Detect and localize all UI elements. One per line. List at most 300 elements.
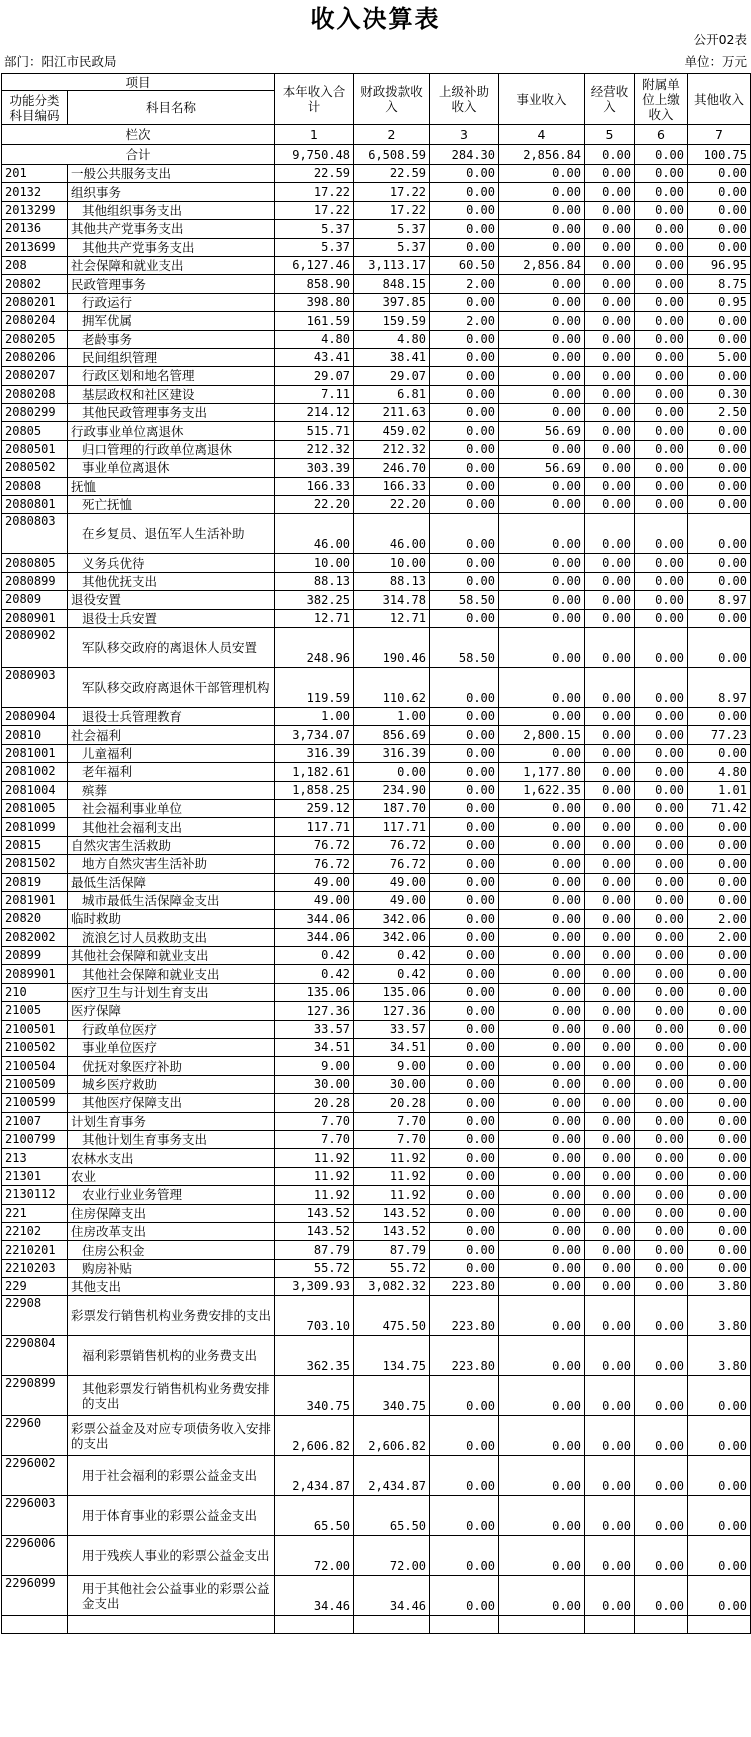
amount-cell: 0.00: [585, 855, 635, 873]
function-code: 213: [2, 1149, 68, 1167]
amount-cell: 0.00: [635, 572, 688, 590]
amount-cell: 0.00: [585, 1536, 635, 1576]
amount-cell: 5.37: [354, 220, 430, 238]
amount-cell: 0.00: [499, 947, 585, 965]
amount-cell: 11.92: [354, 1149, 430, 1167]
amount-cell: 0.00: [585, 947, 635, 965]
table-row: [2, 836, 751, 854]
table-row: [2, 1296, 751, 1336]
function-code: 2080902: [2, 627, 68, 667]
amount-cell: 0.00: [688, 1149, 751, 1167]
subject-name: 民间组织管理: [68, 348, 275, 366]
amount-cell: 8.75: [688, 275, 751, 293]
amount-cell: 0.00: [585, 1149, 635, 1167]
amount-cell: 0.00: [635, 873, 688, 891]
amount-cell: 0.00: [688, 1002, 751, 1020]
table-row: [2, 1496, 751, 1536]
table-row: [2, 1536, 751, 1576]
function-code: 2296003: [2, 1496, 68, 1536]
subject-name: 医疗保障: [68, 1002, 275, 1020]
table-row: [2, 744, 751, 762]
subject-name: 彩票公益金及对应专项债务收入安排的支出: [68, 1416, 275, 1456]
amount-cell: 0.00: [635, 1576, 688, 1616]
amount-cell: 848.15: [354, 275, 430, 293]
amount-cell: 11.92: [354, 1167, 430, 1185]
amount-cell: 46.00: [354, 514, 430, 554]
amount-cell: 0.00: [688, 1130, 751, 1148]
table-row: [2, 1204, 751, 1222]
amount-cell: 0.00: [688, 312, 751, 330]
amount-cell: 0.00: [585, 763, 635, 781]
amount-cell: 0.00: [635, 1222, 688, 1240]
amount-cell: 2,606.82: [354, 1416, 430, 1456]
table-row: [2, 312, 751, 330]
amount-cell: 0.00: [635, 1149, 688, 1167]
function-code: 2080501: [2, 440, 68, 458]
subject-name: 其他组织事务支出: [68, 201, 275, 219]
amount-cell: 0.00: [499, 293, 585, 311]
empty-cell: [499, 1616, 585, 1634]
amount-cell: 76.72: [354, 855, 430, 873]
amount-cell: 0.00: [430, 1167, 499, 1185]
function-code: 2080201: [2, 293, 68, 311]
amount-cell: 5.37: [275, 220, 354, 238]
amount-cell: 0.00: [499, 1002, 585, 1020]
amount-cell: 0.00: [499, 367, 585, 385]
subject-name: 拥军优属: [68, 312, 275, 330]
amount-cell: 0.00: [585, 818, 635, 836]
function-code: 2100599: [2, 1094, 68, 1112]
amount-cell: 4.80: [688, 763, 751, 781]
amount-cell: 0.00: [585, 165, 635, 183]
amount-cell: 0.00: [430, 572, 499, 590]
table-row: [2, 1130, 751, 1148]
table-row: [2, 983, 751, 1001]
amount-cell: 0.00: [430, 781, 499, 799]
amount-cell: 0.00: [635, 744, 688, 762]
amount-cell: 0.00: [499, 1075, 585, 1093]
amount-cell: 0.00: [688, 183, 751, 201]
amount-cell: 0.00: [635, 220, 688, 238]
table-row: [2, 238, 751, 256]
amount-cell: 5.37: [275, 238, 354, 256]
amount-cell: 0.00: [635, 1336, 688, 1376]
amount-cell: 33.57: [275, 1020, 354, 1038]
amount-cell: 0.00: [688, 1456, 751, 1496]
amount-cell: 3.80: [688, 1296, 751, 1336]
table-row: [2, 201, 751, 219]
empty-cell: [275, 1616, 354, 1634]
amount-cell: 2,606.82: [275, 1416, 354, 1456]
amount-cell: 234.90: [354, 781, 430, 799]
amount-cell: 0.00: [585, 873, 635, 891]
amount-cell: 0.00: [688, 983, 751, 1001]
function-code: 2080901: [2, 609, 68, 627]
subject-name: 其他共产党事务支出: [68, 238, 275, 256]
amount-cell: 856.69: [354, 726, 430, 744]
amount-cell: 7.70: [275, 1130, 354, 1148]
amount-cell: 0.00: [430, 818, 499, 836]
amount-cell: 0.00: [499, 238, 585, 256]
amount-cell: 0.00: [635, 1186, 688, 1204]
function-code: 21007: [2, 1112, 68, 1130]
function-code: 229: [2, 1278, 68, 1296]
subject-name: 组织事务: [68, 183, 275, 201]
amount-cell: 9.00: [275, 1057, 354, 1075]
amount-cell: 0.00: [585, 572, 635, 590]
function-code: 2081901: [2, 891, 68, 909]
lanci-num: 5: [585, 125, 635, 145]
subject-name: 其他支出: [68, 1278, 275, 1296]
amount-cell: 0.00: [585, 781, 635, 799]
amount-cell: 0.00: [635, 165, 688, 183]
amount-cell: 0.00: [635, 201, 688, 219]
function-code: 2080805: [2, 554, 68, 572]
function-code: 20820: [2, 910, 68, 928]
amount-cell: 0.00: [430, 514, 499, 554]
amount-cell: 0.00: [688, 330, 751, 348]
amount-cell: 33.57: [354, 1020, 430, 1038]
function-code: 2290804: [2, 1336, 68, 1376]
amount-cell: 0.00: [688, 422, 751, 440]
amount-cell: 0.00: [635, 707, 688, 725]
function-code: 22908: [2, 1296, 68, 1336]
amount-cell: 0.00: [688, 496, 751, 514]
function-code: 21005: [2, 1002, 68, 1020]
amount-cell: 0.00: [499, 1094, 585, 1112]
function-code: 2081099: [2, 818, 68, 836]
amount-cell: 3,113.17: [354, 256, 430, 274]
amount-cell: 0.00: [499, 496, 585, 514]
table-row: [2, 496, 751, 514]
amount-cell: 0.42: [275, 965, 354, 983]
subject-name: 死亡抚恤: [68, 496, 275, 514]
amount-cell: 0.00: [499, 983, 585, 1001]
amount-cell: 0.00: [430, 1222, 499, 1240]
subject-name: 计划生育事务: [68, 1112, 275, 1130]
amount-cell: 0.00: [635, 1020, 688, 1038]
amount-cell: 0.00: [688, 744, 751, 762]
amount-cell: 0.00: [430, 220, 499, 238]
function-code: 2080803: [2, 514, 68, 554]
table-row: [2, 591, 751, 609]
subject-name: 民政管理事务: [68, 275, 275, 293]
subject-name: 行政区划和地名管理: [68, 367, 275, 385]
amount-cell: 161.59: [275, 312, 354, 330]
amount-cell: 2,800.15: [499, 726, 585, 744]
department-label: 部门：阳江市民政局: [4, 54, 117, 69]
table-row: [2, 1186, 751, 1204]
amount-cell: 127.36: [354, 1002, 430, 1020]
subject-name: 城市最低生活保障金支出: [68, 891, 275, 909]
amount-cell: 0.00: [635, 1112, 688, 1130]
amount-cell: 0.00: [430, 404, 499, 422]
amount-cell: 3.80: [688, 1278, 751, 1296]
subject-name: 军队移交政府离退休干部管理机构: [68, 667, 275, 707]
amount-cell: 0.00: [688, 855, 751, 873]
amount-cell: 0.00: [430, 554, 499, 572]
amount-cell: 0.00: [585, 440, 635, 458]
function-code: 2080502: [2, 459, 68, 477]
table-row: [2, 1278, 751, 1296]
amount-cell: 0.00: [635, 256, 688, 274]
amount-cell: 0.00: [635, 855, 688, 873]
amount-cell: 211.63: [354, 404, 430, 422]
amount-cell: 0.00: [688, 440, 751, 458]
amount-cell: 0.00: [430, 385, 499, 403]
amount-cell: 0.00: [499, 220, 585, 238]
function-code: 2210203: [2, 1259, 68, 1277]
amount-cell: 0.00: [585, 609, 635, 627]
amount-cell: 3,082.32: [354, 1278, 430, 1296]
amount-cell: 397.85: [354, 293, 430, 311]
table-row: [2, 385, 751, 403]
amount-cell: 0.00: [585, 293, 635, 311]
amount-cell: 0.00: [635, 1456, 688, 1496]
amount-cell: 0.00: [585, 1222, 635, 1240]
function-code: 2081002: [2, 763, 68, 781]
empty-cell: [68, 1616, 275, 1634]
amount-cell: 0.00: [430, 1536, 499, 1576]
amount-cell: 7.70: [354, 1112, 430, 1130]
amount-cell: 0.00: [585, 459, 635, 477]
amount-cell: 2.00: [688, 910, 751, 928]
table-row: [2, 1167, 751, 1185]
function-code: 2130112: [2, 1186, 68, 1204]
amount-cell: 0.00: [499, 609, 585, 627]
amount-cell: 0.00: [585, 1296, 635, 1336]
amount-cell: 858.90: [275, 275, 354, 293]
function-code: 2080205: [2, 330, 68, 348]
subject-name: 基层政权和社区建设: [68, 385, 275, 403]
amount-cell: 0.00: [430, 1094, 499, 1112]
amount-cell: 0.00: [430, 496, 499, 514]
amount-cell: 117.71: [354, 818, 430, 836]
header-col-6: 附属单位上缴收入: [635, 74, 688, 125]
function-code: 2080904: [2, 707, 68, 725]
amount-cell: 0.00: [499, 183, 585, 201]
amount-cell: 223.80: [430, 1278, 499, 1296]
amount-cell: 0.00: [585, 1376, 635, 1416]
amount-cell: 5.00: [688, 348, 751, 366]
table-row: [2, 707, 751, 725]
amount-cell: 0.00: [585, 183, 635, 201]
amount-cell: 0.00: [430, 201, 499, 219]
amount-cell: 0.00: [688, 554, 751, 572]
amount-cell: 17.22: [354, 183, 430, 201]
amount-cell: 0.00: [430, 1456, 499, 1496]
amount-cell: 0.00: [430, 965, 499, 983]
amount-cell: 17.22: [354, 201, 430, 219]
amount-cell: 0.00: [635, 293, 688, 311]
amount-cell: 2.50: [688, 404, 751, 422]
amount-cell: 0.00: [635, 627, 688, 667]
empty-cell: [2, 1616, 68, 1634]
subject-name: 其他社会保障和就业支出: [68, 947, 275, 965]
amount-cell: 0.00: [499, 201, 585, 219]
subject-name: 一般公共服务支出: [68, 165, 275, 183]
amount-cell: 0.00: [585, 667, 635, 707]
amount-cell: 0.00: [430, 667, 499, 707]
amount-cell: 0.00: [430, 1057, 499, 1075]
function-code: 20808: [2, 477, 68, 495]
amount-cell: 0.00: [688, 1112, 751, 1130]
function-code: 2013699: [2, 238, 68, 256]
amount-cell: 143.52: [354, 1222, 430, 1240]
amount-cell: 0.00: [688, 818, 751, 836]
amount-cell: 0.00: [635, 330, 688, 348]
table-row: [2, 256, 751, 274]
total-row: [2, 145, 751, 165]
amount-cell: 0.00: [430, 836, 499, 854]
subject-name: 福利彩票销售机构的业务费支出: [68, 1336, 275, 1376]
amount-cell: 0.42: [354, 947, 430, 965]
amount-cell: 4.80: [354, 330, 430, 348]
amount-cell: 0.00: [430, 763, 499, 781]
amount-cell: 214.12: [275, 404, 354, 422]
table-row: [2, 367, 751, 385]
header-col-5: 经营收入: [585, 74, 635, 125]
amount-cell: 0.00: [499, 1057, 585, 1075]
subject-name: 医疗卫生与计划生育支出: [68, 983, 275, 1001]
amount-cell: 0.00: [688, 1094, 751, 1112]
amount-cell: 0.00: [499, 1456, 585, 1496]
amount-cell: 0.00: [688, 1536, 751, 1576]
table-row: [2, 422, 751, 440]
amount-cell: 0.00: [585, 1576, 635, 1616]
header-col-7: 其他收入: [688, 74, 751, 125]
header-xiangmu: 项目: [2, 74, 275, 91]
amount-cell: 0.00: [499, 873, 585, 891]
table-row: [2, 947, 751, 965]
amount-cell: 0.00: [499, 1259, 585, 1277]
function-code: 2081004: [2, 781, 68, 799]
amount-cell: 0.00: [585, 1336, 635, 1376]
subject-name: 住房公积金: [68, 1241, 275, 1259]
amount-cell: 459.02: [354, 422, 430, 440]
function-code: 2082002: [2, 928, 68, 946]
amount-cell: 22.59: [275, 165, 354, 183]
amount-cell: 0.00: [430, 348, 499, 366]
table-row: [2, 1416, 751, 1456]
amount-cell: 0.00: [499, 404, 585, 422]
amount-cell: 2,856.84: [499, 256, 585, 274]
table-row: [2, 1241, 751, 1259]
amount-cell: 6,127.46: [275, 256, 354, 274]
amount-cell: 143.52: [354, 1204, 430, 1222]
amount-cell: 0.00: [499, 836, 585, 854]
amount-cell: 0.00: [499, 667, 585, 707]
amount-cell: 0.00: [635, 609, 688, 627]
amount-cell: 0.00: [585, 275, 635, 293]
amount-cell: 0.00: [499, 1020, 585, 1038]
amount-cell: 0.00: [499, 965, 585, 983]
function-code: 2296002: [2, 1456, 68, 1496]
amount-cell: 0.00: [585, 1416, 635, 1456]
subject-name: 农业行业业务管理: [68, 1186, 275, 1204]
table-row: [2, 726, 751, 744]
amount-cell: 49.00: [354, 891, 430, 909]
amount-cell: 0.00: [430, 1149, 499, 1167]
amount-cell: 0.00: [635, 1002, 688, 1020]
amount-cell: 0.00: [499, 477, 585, 495]
amount-cell: 20.28: [354, 1094, 430, 1112]
table-row: [2, 627, 751, 667]
subject-name: 在乡复员、退伍军人生活补助: [68, 514, 275, 554]
table-row: [2, 763, 751, 781]
amount-cell: 0.00: [635, 1296, 688, 1336]
amount-cell: 11.92: [275, 1149, 354, 1167]
amount-cell: 212.32: [354, 440, 430, 458]
amount-cell: 0.00: [430, 1186, 499, 1204]
amount-cell: 0.00: [430, 609, 499, 627]
amount-cell: 76.72: [354, 836, 430, 854]
subject-name: 最低生活保障: [68, 873, 275, 891]
lanci-row: [2, 125, 751, 145]
amount-cell: 0.00: [430, 910, 499, 928]
subject-name: 儿童福利: [68, 744, 275, 762]
amount-cell: 0.30: [688, 385, 751, 403]
amount-cell: 0.00: [688, 1576, 751, 1616]
amount-cell: 0.00: [688, 477, 751, 495]
amount-cell: 515.71: [275, 422, 354, 440]
amount-cell: 0.00: [635, 818, 688, 836]
function-code: 2210201: [2, 1241, 68, 1259]
amount-cell: 0.00: [585, 1057, 635, 1075]
table-row: [2, 554, 751, 572]
table-row: [2, 514, 751, 554]
amount-cell: 34.51: [275, 1039, 354, 1057]
lanci-num: 2: [354, 125, 430, 145]
amount-cell: 0.00: [430, 1376, 499, 1416]
amount-cell: 0.00: [688, 891, 751, 909]
amount-cell: 8.97: [688, 667, 751, 707]
subject-name: 自然灾害生活救助: [68, 836, 275, 854]
subject-name: 流浪乞讨人员救助支出: [68, 928, 275, 946]
total-value: 100.75: [688, 145, 751, 165]
amount-cell: 49.00: [275, 873, 354, 891]
amount-cell: 76.72: [275, 836, 354, 854]
function-code: 210: [2, 983, 68, 1001]
subject-name: 其他民政管理事务支出: [68, 404, 275, 422]
amount-cell: 0.00: [688, 514, 751, 554]
amount-cell: 0.00: [430, 440, 499, 458]
subject-name: 行政单位医疗: [68, 1020, 275, 1038]
amount-cell: 0.00: [499, 1149, 585, 1167]
amount-cell: 5.37: [354, 238, 430, 256]
amount-cell: 10.00: [275, 554, 354, 572]
amount-cell: 0.00: [499, 707, 585, 725]
amount-cell: 65.50: [275, 1496, 354, 1536]
amount-cell: 4.80: [275, 330, 354, 348]
amount-cell: 0.00: [499, 440, 585, 458]
function-code: 2296099: [2, 1576, 68, 1616]
amount-cell: 0.00: [635, 183, 688, 201]
amount-cell: 3.80: [688, 1336, 751, 1376]
amount-cell: 0.00: [635, 891, 688, 909]
amount-cell: 55.72: [354, 1259, 430, 1277]
amount-cell: 17.22: [275, 201, 354, 219]
total-value: 0.00: [585, 145, 635, 165]
amount-cell: 0.00: [688, 1186, 751, 1204]
amount-cell: 314.78: [354, 591, 430, 609]
amount-cell: 0.00: [688, 1259, 751, 1277]
header-col-1: 本年收入合计: [275, 74, 354, 125]
function-code: 2100509: [2, 1075, 68, 1093]
table-row: [2, 799, 751, 817]
amount-cell: 0.00: [430, 459, 499, 477]
amount-cell: 0.00: [430, 947, 499, 965]
